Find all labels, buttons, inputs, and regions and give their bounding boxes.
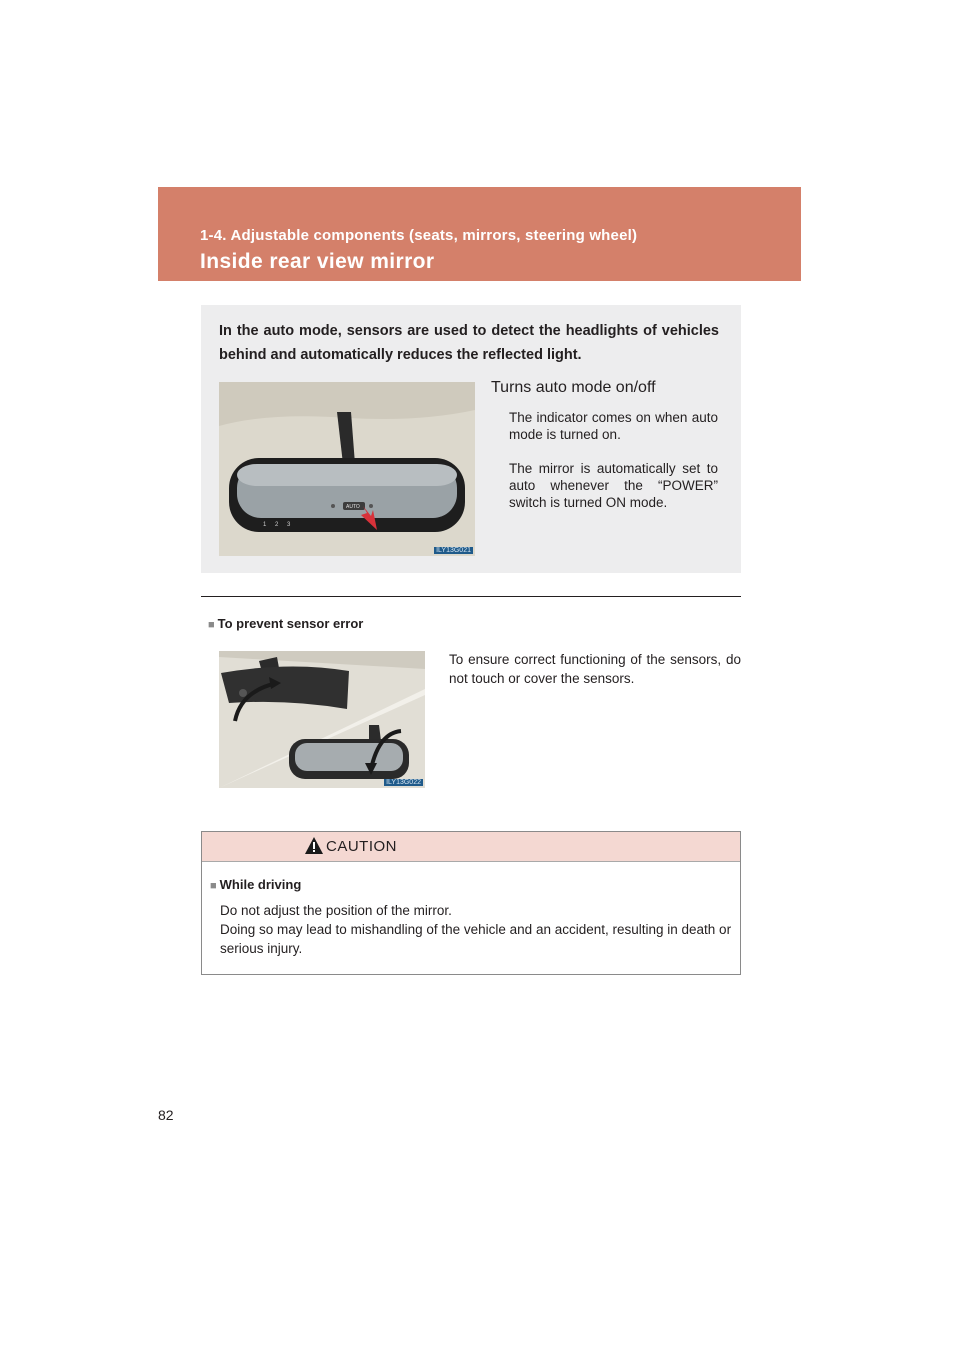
mirror-label-3: 3: [287, 522, 291, 528]
sensor-illustration: [219, 651, 425, 788]
page-number: 82: [158, 1107, 174, 1123]
intro-text: In the auto mode, sensors are used to detect the headlights of vehicles behind and automatically reduces the reflected light.: [219, 323, 719, 363]
mirror-illustration: [219, 382, 475, 556]
mirror-photo: [219, 382, 475, 556]
mirror-label-1: 1: [263, 522, 267, 528]
subheading-auto-mode: Turns auto mode on/off: [491, 379, 656, 396]
section-divider: [201, 596, 741, 597]
auto-description: The mirror is automatically set to auto whenever the “POWER” switch is turned ON mode.: [509, 461, 718, 510]
sensor-photo: [219, 651, 425, 788]
caution-title-bar: [202, 832, 740, 862]
photo-code: ILY13G021: [436, 547, 471, 554]
caution-subheading-text: While driving: [219, 877, 302, 892]
note-heading-text: To prevent sensor error: [217, 616, 364, 631]
caution-line-1: Do not adjust the position of the mirror.: [220, 903, 452, 918]
chapter-header: [158, 187, 801, 281]
caution-line-2: Doing so may lead to mishandling of the vehicle and an accident, resulting in death or serious injury.: [220, 922, 732, 956]
auto-button-label: AUTO: [346, 504, 360, 510]
caution-text: [220, 901, 736, 958]
caution-title: CAUTION: [326, 838, 397, 855]
square-bullet-icon: ■: [210, 880, 217, 892]
note-text: To ensure correct functioning of the sensors, do not touch or cover the sensors.: [449, 652, 741, 686]
photo-code-2: ILY13G022: [386, 779, 421, 786]
square-bullet-icon: ■: [208, 619, 215, 631]
warning-icon: [305, 837, 323, 854]
section-label: 1-4. Adjustable components (seats, mirrors, steering wheel): [200, 227, 638, 244]
note-heading: [208, 616, 363, 631]
indicator-description: The indicator comes on when auto mode is turned on.: [509, 410, 718, 442]
page-title: Inside rear view mirror: [200, 250, 435, 273]
mirror-label-2: 2: [275, 522, 279, 528]
caution-box: [201, 831, 741, 975]
caution-subheading: [210, 877, 301, 892]
